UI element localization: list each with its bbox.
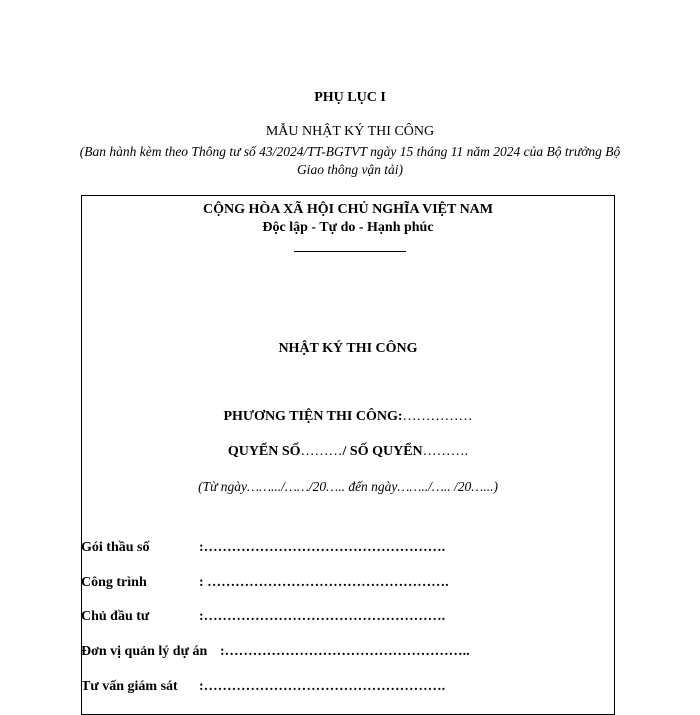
vehicle-blank: …………… [402,409,473,424]
field-blank: :……………………………………………. [199,540,446,555]
appendix-title: PHỤ LỤC I [314,90,386,105]
issued-by-text: (Ban hành kèm theo Thông tư số 43/2024/TT-BGTVT ngày 15 tháng 11 năm 2024 của Bộ trưởng Bộ Giao thông vận tải) [79,144,621,177]
field-management-unit [81,644,470,660]
volume-number-blank: ……… [300,444,343,459]
vehicle-line [82,409,614,425]
field-project [81,575,449,591]
volume-count-blank: ………. [422,444,469,459]
field-package [81,540,446,556]
volume-count-label: / SỐ QUYỂN [342,444,423,459]
nation-heading: CỘNG HÒA XÃ HỘI CHỦ NGHĨA VIỆT NAM [202,202,493,217]
logbook-title: NHẬT KÝ THI CÔNG [278,341,418,356]
field-blank: :…………………………………………….. [220,644,470,659]
issued-by-note [0,143,700,179]
volume-line [82,444,614,460]
field-label: Tư vấn giám sát [81,679,178,694]
field-investor [81,609,446,625]
field-blank: :……………………………………………. [199,609,446,624]
volume-label: QUYỂN SỐ [227,444,301,459]
motto: Độc lập - Tự do - Hạnh phúc [262,220,434,235]
logbook-cover-frame [81,195,615,715]
vehicle-label: PHƯƠNG TIỆN THI CÔNG: [223,409,403,424]
motto-underline [294,251,406,252]
date-range-line: (Từ ngày…….../……/20….. đến ngày……../….. /20…...) [198,479,498,494]
field-supervision [81,679,446,695]
field-label: Chủ đầu tư [81,609,150,624]
field-blank: : ……………………………………………. [199,575,449,590]
field-blank: :……………………………………………. [199,679,446,694]
field-label: Công trình [81,575,147,590]
field-label: Gói thầu số [81,540,150,555]
field-label: Đơn vị quản lý dự án [81,644,208,659]
form-title: MẪU NHẬT KÝ THI CÔNG [265,124,435,139]
